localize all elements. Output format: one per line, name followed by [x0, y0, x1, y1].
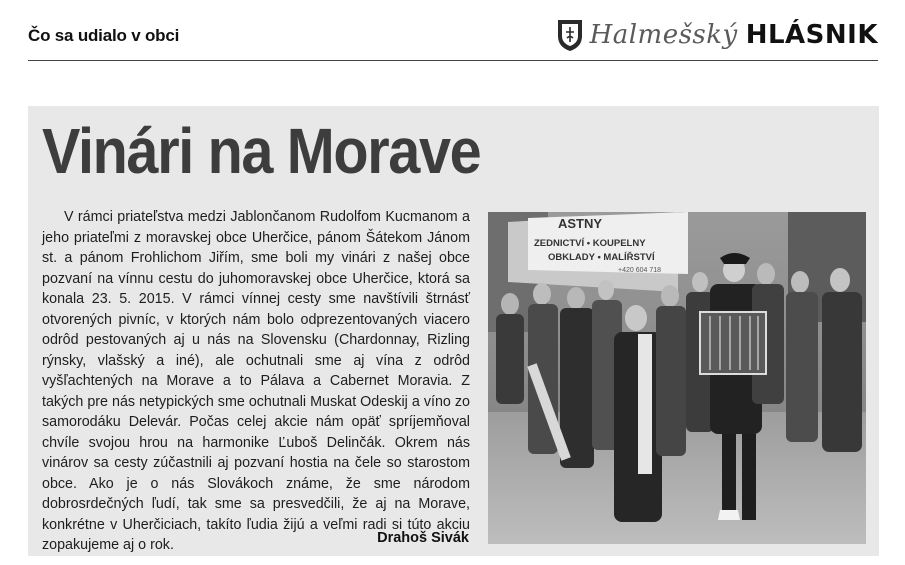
- coat-of-arms-icon: [556, 18, 584, 52]
- photo-sign-top: ASTNY: [558, 216, 603, 231]
- masthead-script: Halmešský: [589, 20, 738, 50]
- article-headline: Vinári na Morave: [42, 115, 481, 187]
- article-photo: [488, 212, 866, 544]
- photo-sign-line-2: OBKLADY • MALÍŘSTVÍ: [548, 252, 655, 263]
- group-photo-illustration: [488, 212, 866, 544]
- article-body-text: V rámci priateľstva medzi Jablončanom Rudolfom Kucmanom a jeho priateľmi z moravskej obce Uherčice, pánom Šátekom Jánom st. a pánom Frohlichom Jiřím, sme boli my vinári z našej obce pozvaní na vínnu cestu do juhomoravskej obce Uherčice, ktorá sa konala 23. 5. 2015. V rámci vínnej cesty sme navštívili štrnásť otvorených pivníc, v ktorých nám bolo odprezentovaných viacero odrôd pestovaných aj u nás na Slovensku (Chardonnay, Rizling rýnsky, vlašský a iné), ale ochutnali sme aj vína z odrôd vyšľachtených na Morave a to Pálava a Cabernet Moravia. Z takých pre nás netypických sme ochutnali Muskat Odeskij a víno zo samorodáku Delevár. Počas celej akcie nám opäť spríjemňoval chvíle svojou hrou na harmonike Ľuboš Delinčák. Okrem nás vinárov sa cesty zúčastnili aj pozvaní hostia na čele so starostom obce. Ako je o nás Slovákoch známe, že sme národom dobrosrdečných ľudí, tak sme sa presvedčili, že aj na Morave, konkrétne v Uherčiciach, takíto ľudia žijú a veľmi radi si túto akciu zopakujeme aj o rok.: [42, 209, 470, 553]
- photo-sign-line-1: ZEDNICTVÍ • KOUPELNY: [534, 238, 646, 249]
- header-rule: [28, 60, 878, 61]
- page-header: [28, 14, 878, 60]
- section-title: Čo sa udialo v obci: [28, 26, 180, 45]
- article-author: Drahoš Sivák: [377, 530, 469, 546]
- masthead: [556, 14, 878, 56]
- article-panel: [28, 106, 879, 556]
- photo-sign-phone: +420 604 718: [618, 267, 662, 274]
- article-body: [42, 207, 470, 556]
- masthead-title: HLÁSNIK: [745, 20, 878, 50]
